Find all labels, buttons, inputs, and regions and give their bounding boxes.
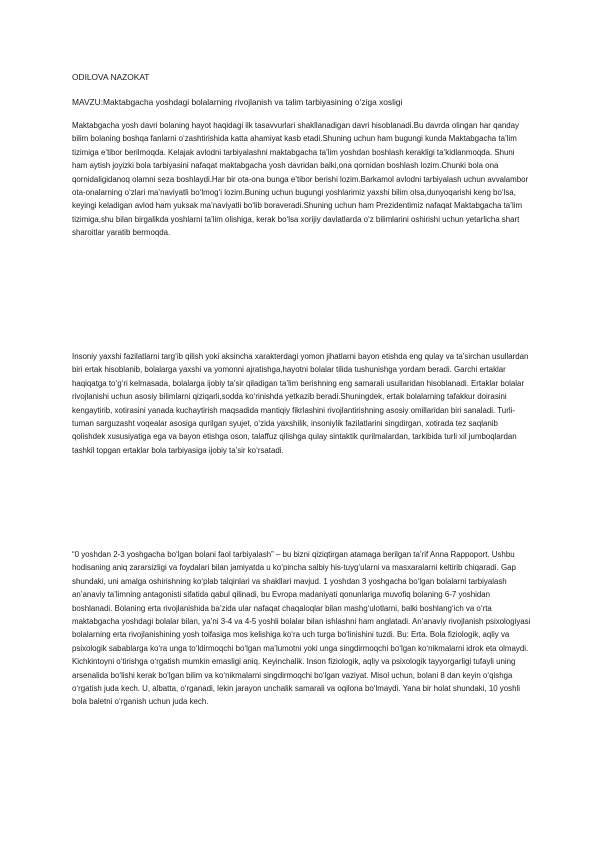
topic-heading: MAVZU:Maktabgacha yoshdagi bolalarning rivojlanish va talim tarbiyasining o‘ziga xosligi	[72, 97, 403, 107]
paragraph: Maktabgacha yosh davri bolaning hayot haqidagi ilk tasavvurlari shakllanadigan davri hisoblanadi.Bu davrda olingan har qanday bilim bolaning boshqa fanlarni o‘zashtirishida katta ahamiyat kasb etadi.Shuning uchun ham bugungi kunda Maktabgacha ta’lim tizimiga e’tibor berilmoqda. Kelajak avlodni tarbiyalashni maktabgacha ta’lim yoshdan boshlash kerakligi ta’kidlanmoqda. Shuni ham aytish joyizki bola tarbiyasini nafaqat maktabgacha yosh davridan balki,ona qornidan boshlash lozim.Chunki bola ona qornidaligidanoq olamni seza boshlaydi.Har bir ota-ona bunga e’tibor berishi lozim.Barkamol avlodni tarbiyalash uchun avvalambor ota-onalarning o‘zlari ma’naviyatli bo‘lmog‘i lozim.Buning uchun bugungi yoshlarimiz yaxshi bilim olsa,dunyoqarishi keng bo‘lsa, keyingi keladigan avlod ham yuksak ma’naviyatli bo‘lib boraveradi.Shuning uchun ham Prezidentimiz nafaqat Maktabgacha ta’lim tizimiga,shu bilan birgalikda yoshlarni ta’lim olishiga, kerak bo‘lsa xorijiy davlatlarda o‘z bilimlarini oshirishi uchun yetarlicha shart sharoitlar yaratib bermoqda.	[72, 121, 529, 238]
paragraph: “0 yoshdan 2-3 yoshgacha bo‘lgan bolani faol tarbiyalash” – bu bizni qiziqtirgan atamaga berilgan ta’rif Anna Rappoport. Ushbu hodisaning aniq zararsizligi va foydalari bilan jamiyatda u ko‘pincha salbiy his-tuyg‘ularni va masxaralarni keltirib chiqaradi. Gap shundaki, uni amalga oshirishning ko‘plab talqinlari va shakllari mavjud. 1 yoshdan 3 yoshgacha bo‘lgan bolalarni tarbiyalash an’anaviy ta’limning antagonisti sifatida qabul qilinadi, bu Evropa madaniyati qonunlariga muvofiq bolaning 6-7 yoshidan boshlanadi. Bolaning erta rivojlanishida ba’zida ular nafaqat chaqaloqlar bilan mashg‘ulotlarni, balki boshlang‘ich va o‘rta maktabgacha yoshdagi bolalar bilan, ya’ni 3-4 va 4-5 yoshli bolalar bilan ishlashni ham anglatadi. An’anaviy rivojlanish psixologiyasi bolalarning erta rivojlanishining yosh toifasiga mos kelishiga ko‘ra uch turga bo‘linishini tuzdi. Bu: Erta. Bola fiziologik, aqliy va psixologik sabablarga ko‘ra unga to‘ldirmoqchi bo‘lgan ma’lumotni yoki unga singdirmoqchi bo‘lgan ko‘nikmalarni idrok eta olmaydi. Kichkintoyni o‘tirishga o‘rgatish mumkin emasligi aniq. Keyinchalik. Inson fiziologik, aqliy va psixologik tayyorgarligi tufayli uning arsenalida bo‘lishi kerak bo‘lgan bilim va ko‘nikmalarni singdirmoqchi bo‘lgan vaziyat. Misol uchun, bolani 8 dan keyin o‘qishga o‘rgatish juda kech. U, albatta, o‘rganadi, lekin jarayon unchalik samarali va oqilona bo‘lmaydi. Yana bir holat shundaki, 10 yoshli bola baletni o‘rganish uchun juda kech.	[72, 550, 531, 707]
author-name: ODILOVA NAZOKAT	[72, 72, 150, 82]
paragraph: Insoniy yaxshi fazilatlarni targ‘ib qilish yoki aksincha xarakterdagi yomon jihatlarni bayon etishda eng qulay va ta’sirchan usullardan biri ertak hisoblanib, bolalarga yaxshi va yomonni ajratishga,hayotni bolalar tilida tushunishga yordam beradi. Garchi ertaklar haqiqatga to‘g‘ri kelmasada, bolalarga ijobiy ta’sir qiladigan ta’lim berishning eng samarali usullaridan hisoblanadi. Ertaklar bolalar rivojlanishi uchun asosiy bilimlarni qiziqarli,sodda ko‘rinishda yetkazib beradi.Shuningdek, ertak bolalarning tafakkur doirasini kengaytirib, xotirasini yanada kuchaytirish maqsadida mantiqiy fikrlashini rivojlantirishning asosiy omillaridan biri sanaladi. Turli-tuman sarguzasht voqealar asosiga qurilgan syujet, o‘zida yaxshilik, insoniylik fazilatlarini singdirgan, xotirada tez saqlanib qolishdek xususiyatiga ega va bayon etishga oson, talaffuz qilishga qulay sintaktik qurilmalardan, tarkibida turli xil jumboqlardan tashkil topgan ertaklar bola tarbiyasiga ijobiy ta’sir ko‘rsatadi.	[72, 352, 529, 455]
